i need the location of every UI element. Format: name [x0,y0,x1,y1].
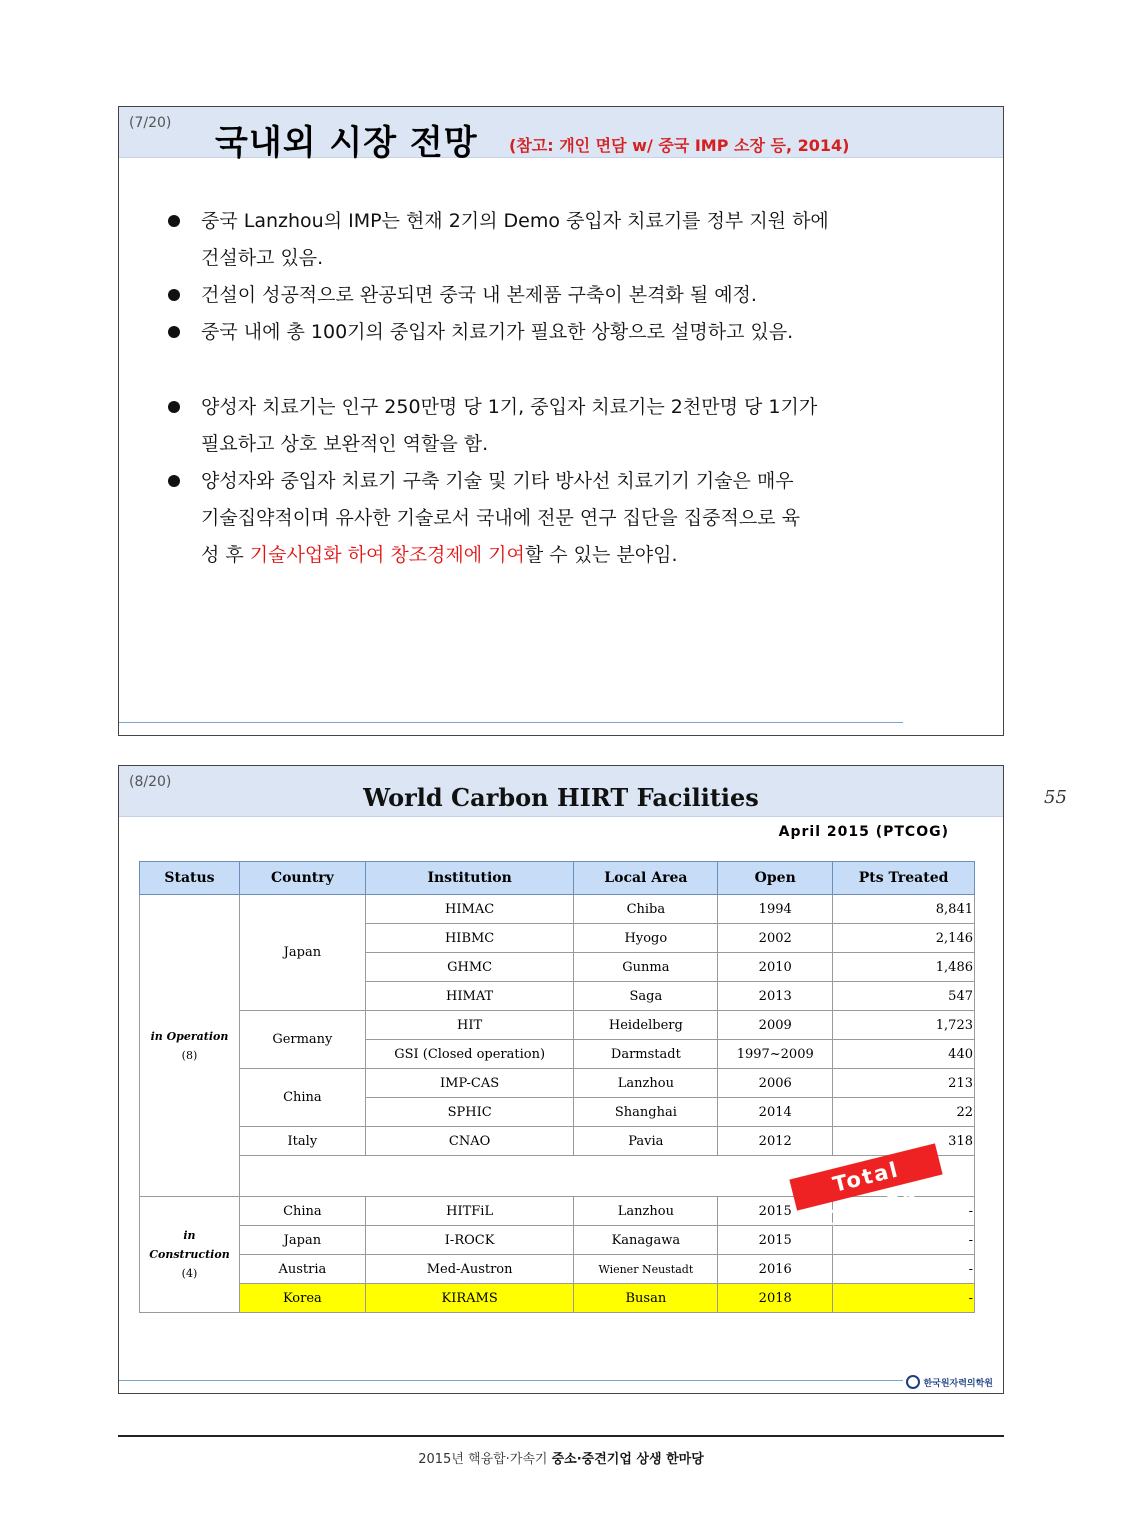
header-local-area: Local Area [574,862,718,895]
slide-hirt-facilities [118,765,1004,1394]
bullet-dot-icon [168,289,180,301]
footer-bold-text: 중소·중견기업 상생 한마당 [551,1452,704,1467]
bullet-text: 양성자 치료기는 인구 250만명 당 1기, 중입자 치료기는 2천만명 당 1기가 [201,396,818,418]
status-construction: in Construction (4) [140,1197,240,1313]
bullet-item [159,203,959,277]
footer-divider [119,1380,903,1381]
area-cell: Saga [574,982,718,1011]
institute-logo [906,1375,993,1389]
area-cell: Wiener Neustadt [574,1255,718,1284]
table-row [140,1069,975,1098]
area-cell: Pavia [574,1127,718,1156]
slide-number: (7/20) [129,115,172,131]
country-cell: Austria [239,1255,365,1284]
country-cell: China [239,1197,365,1226]
institution-cell: KIRAMS [365,1284,574,1313]
slide-title: 국내외 시장 전망 [215,123,478,163]
pts-cell: - [833,1284,975,1313]
open-cell: 2009 [718,1011,833,1040]
bullet-item [159,389,959,463]
area-cell: Busan [574,1284,718,1313]
status-operation: in Operation (8) [140,895,240,1197]
pts-cell: - [833,1226,975,1255]
pts-cell: 8,841 [833,895,975,924]
area-cell: Kanagawa [574,1226,718,1255]
institution-cell: GSI (Closed operation) [365,1040,574,1069]
highlight-text: 기술사업화 하여 창조경제에 기여 [249,544,525,566]
table-row-highlighted [140,1284,975,1313]
header-institution: Institution [365,862,574,895]
open-cell: 1997~2009 [718,1040,833,1069]
bullet-dot-icon [168,401,180,413]
institution-cell: SPHIC [365,1098,574,1127]
header-open: Open [718,862,833,895]
bullet-dot-icon [168,326,180,338]
header-status: Status [140,862,240,895]
bullet-text: 기술집약적이며 유사한 기술로서 국내에 전문 연구 집단을 집중적으로 육 [201,507,800,529]
open-cell: 2012 [718,1127,833,1156]
pts-cell: 1,723 [833,1011,975,1040]
table-row [140,1011,975,1040]
open-cell: 2015 [718,1197,833,1226]
bullet-item [159,277,959,314]
institution-cell: HITFiL [365,1197,574,1226]
institution-cell: I-ROCK [365,1226,574,1255]
header-pts-treated: Pts Treated [833,862,975,895]
country-cell: Italy [239,1127,365,1156]
bullet-dot-icon [168,475,180,487]
table-row [140,1127,975,1156]
table-row [140,895,975,924]
institution-cell: IMP-CAS [365,1069,574,1098]
page-footer-divider [118,1435,1004,1437]
page-number: 55 [1044,787,1067,808]
bullet-text: 건설하고 있음. [201,247,324,269]
slide-header [119,107,1003,163]
area-cell: Darmstadt [574,1040,718,1069]
open-cell: 2002 [718,924,833,953]
country-cell: Germany [239,1011,365,1069]
bullet-text: 중국 Lanzhou의 IMP는 현재 2기의 Demo 중입자 치료기를 정부 지원 하에 [201,210,829,232]
institution-cell: Med-Austron [365,1255,574,1284]
logo-icon [906,1375,920,1389]
institution-cell: HIMAT [365,982,574,1011]
open-cell: 2016 [718,1255,833,1284]
area-cell: Chiba [574,895,718,924]
open-cell: 2015 [718,1226,833,1255]
open-cell: 2018 [718,1284,833,1313]
bullet-text: 건설이 성공적으로 완공되면 중국 내 본제품 구축이 본격화 될 예정. [201,284,757,306]
area-cell: Hyogo [574,924,718,953]
bullet-text: 양성자와 중입자 치료기 구축 기술 및 기타 방사선 치료기기 기술은 매우 [201,470,794,492]
slide-market-outlook [118,106,1004,736]
slide-header [119,766,1003,817]
area-cell: Lanzhou [574,1197,718,1226]
area-cell: Shanghai [574,1098,718,1127]
bullet-text: 할 수 있는 분야임. [524,544,678,566]
open-cell: 2014 [718,1098,833,1127]
total-badge: Total 15,736 [789,1143,942,1210]
pts-cell: 213 [833,1069,975,1098]
area-cell: Gunma [574,953,718,982]
slide-reference: (참고: 개인 면담 w/ 중국 IMP 소장 등, 2014) [509,136,850,155]
pts-cell: - [833,1255,975,1284]
country-cell: Korea [239,1284,365,1313]
pts-cell: 1,486 [833,953,975,982]
slide-title: World Carbon HIRT Facilities [363,783,759,812]
institution-cell: HIMAC [365,895,574,924]
institution-cell: GHMC [365,953,574,982]
facilities-table [139,861,975,1313]
open-cell: 2006 [718,1069,833,1098]
institution-cell: HIT [365,1011,574,1040]
country-cell: Japan [239,1226,365,1255]
slide-number: (8/20) [129,774,172,790]
table-header-row [140,862,975,895]
open-cell: 1994 [718,895,833,924]
pts-cell: 318 [833,1127,975,1156]
bullet-item [159,314,959,351]
bullet-text: 중국 내에 총 100기의 중입자 치료기가 필요한 상황으로 설명하고 있음. [201,321,794,343]
footer-divider [119,722,903,723]
institution-cell: HIBMC [365,924,574,953]
pts-cell: 2,146 [833,924,975,953]
bullet-text: 성 후 [201,544,250,566]
bullet-item [159,463,959,574]
pts-cell: 547 [833,982,975,1011]
header-country: Country [239,862,365,895]
institution-cell: CNAO [365,1127,574,1156]
pts-cell: 22 [833,1098,975,1127]
bullet-list [159,203,959,574]
area-cell: Heidelberg [574,1011,718,1040]
pts-cell: - [833,1197,975,1226]
country-cell: China [239,1069,365,1127]
table-source: April 2015 (PTCOG) [778,824,949,840]
bullet-text: 필요하고 상호 보완적인 역할을 함. [201,433,489,455]
page-footer [0,1448,1122,1467]
open-cell: 2013 [718,982,833,1011]
pts-cell: 440 [833,1040,975,1069]
country-cell: Japan [239,895,365,1011]
logo-text: 한국원자력의학원 [923,1378,993,1389]
area-cell: Lanzhou [574,1069,718,1098]
open-cell: 2010 [718,953,833,982]
footer-text: 2015년 핵융합·가속기 [418,1452,552,1467]
table-row [140,1255,975,1284]
bullet-dot-icon [168,215,180,227]
